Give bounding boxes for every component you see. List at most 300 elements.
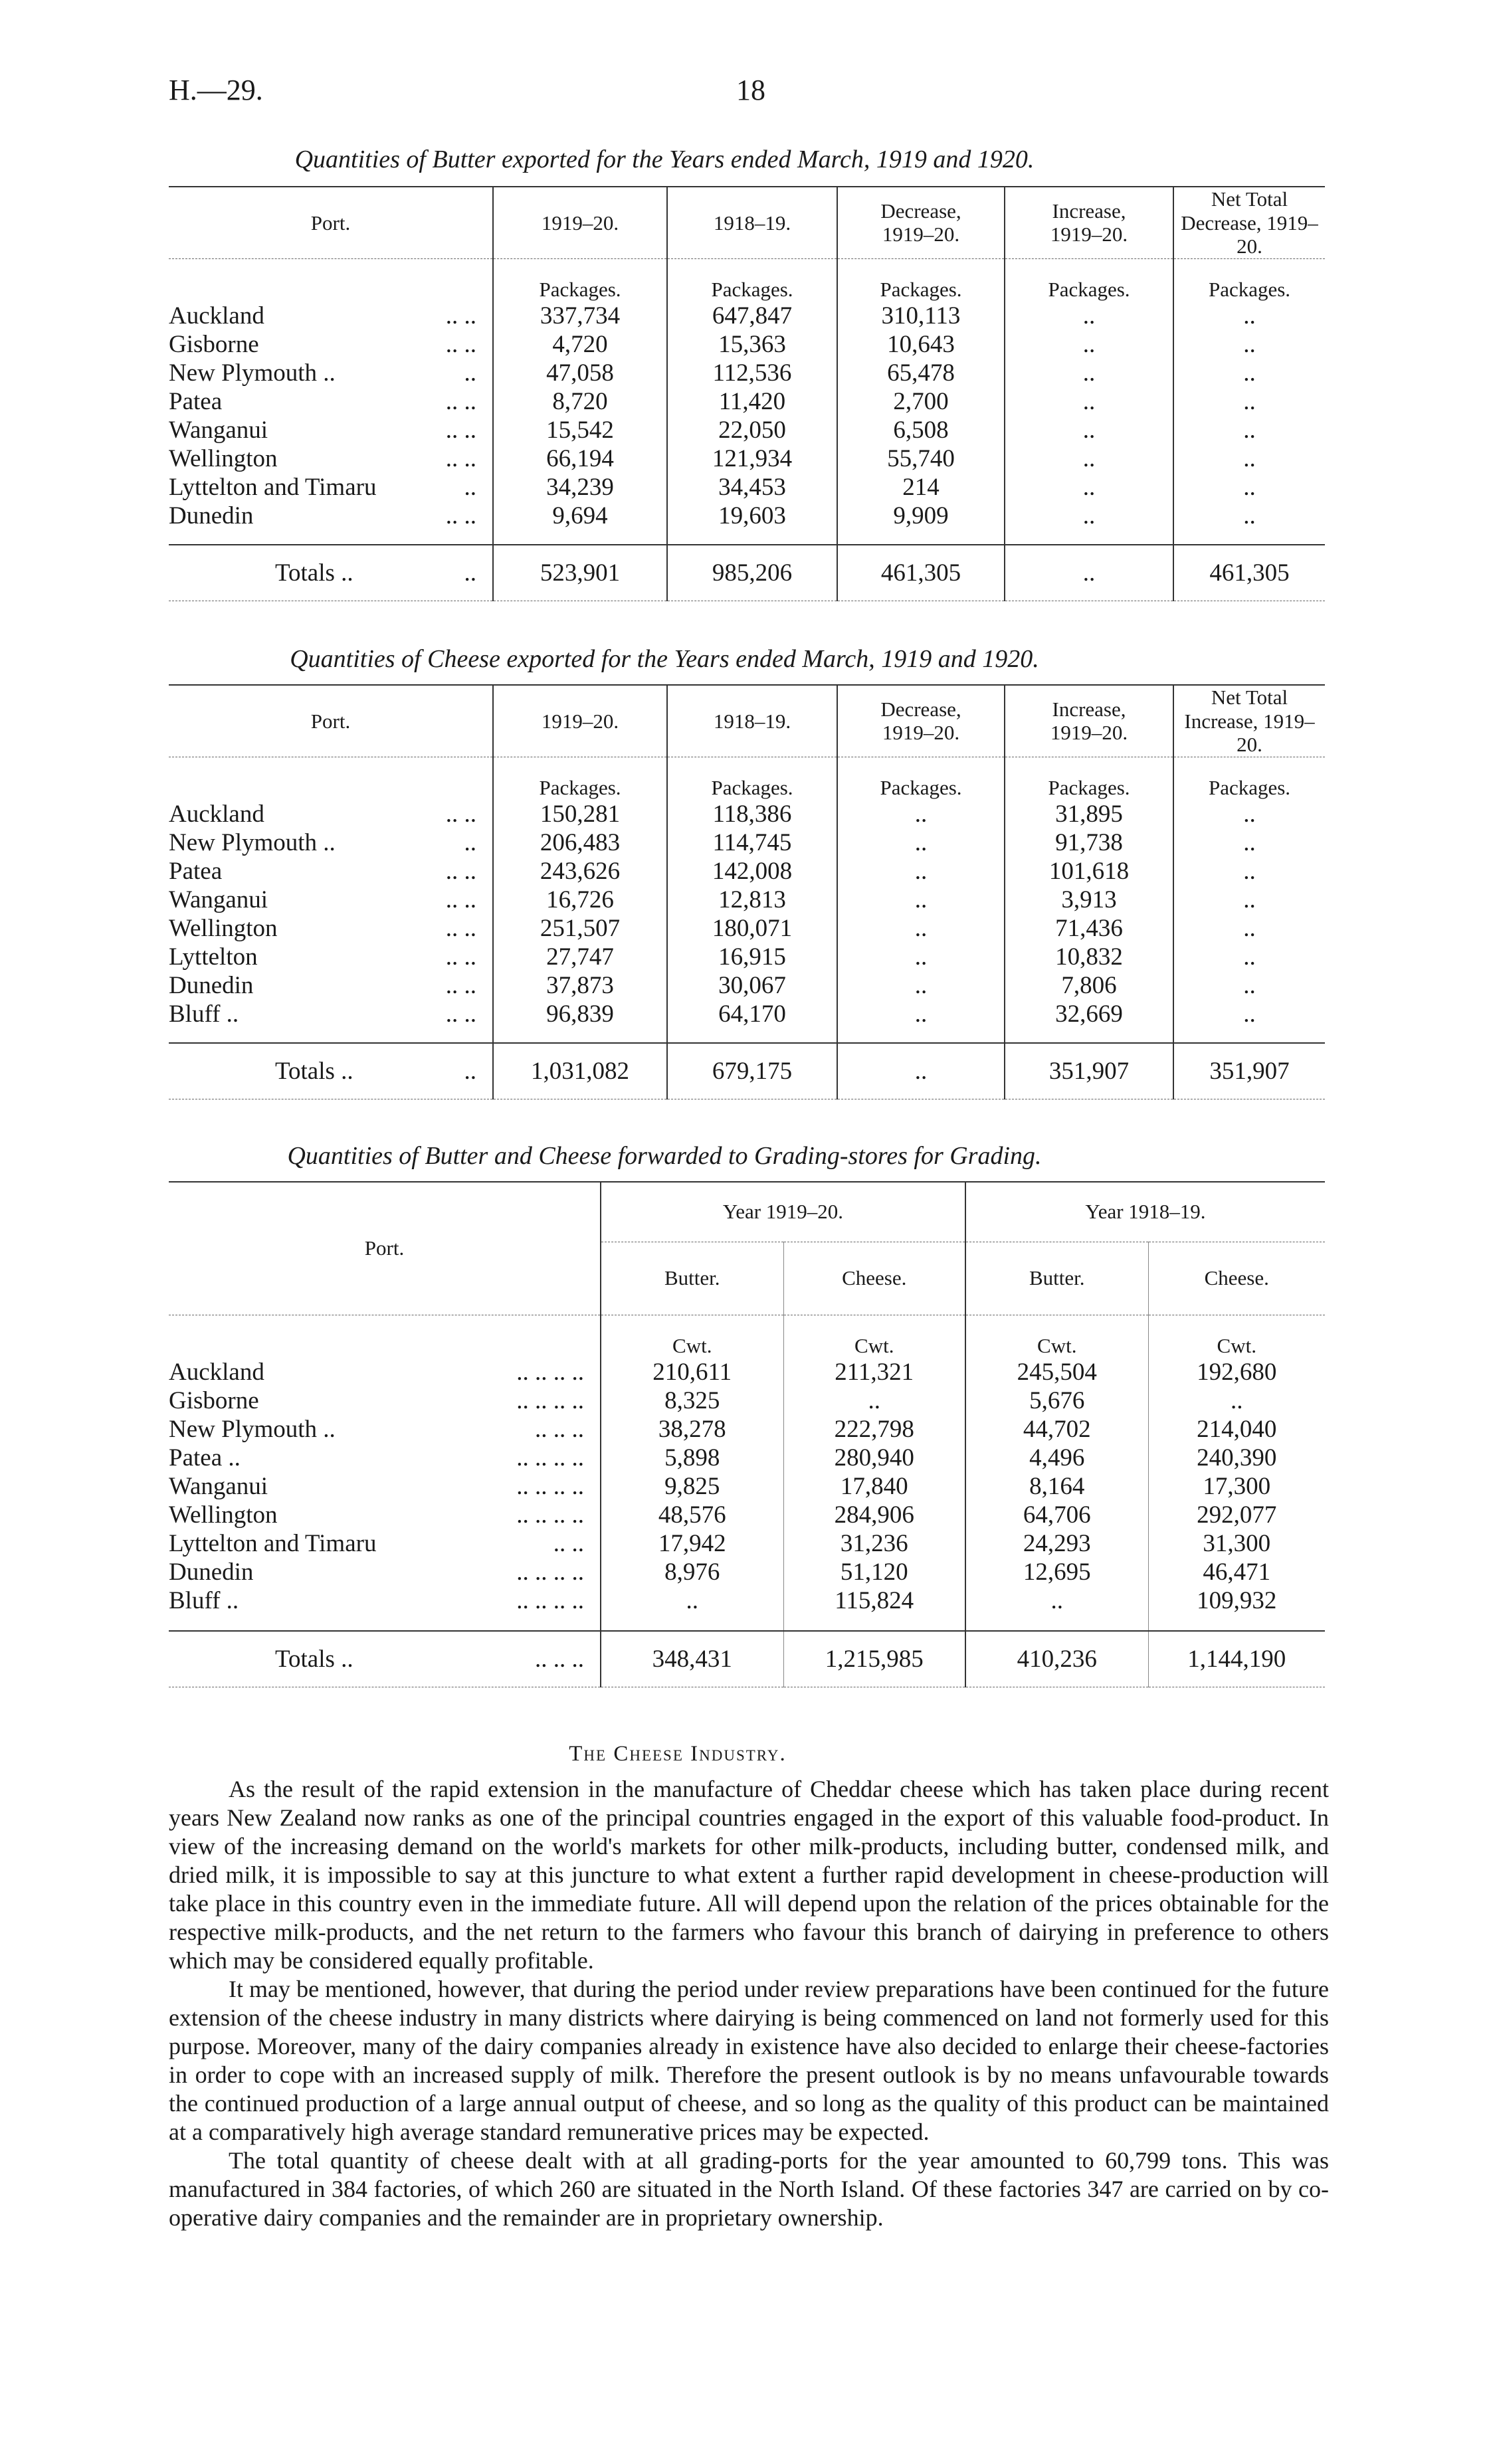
value-cell: .. <box>1173 800 1325 828</box>
unit-label: Packages. <box>1005 757 1173 800</box>
value-cell: .. <box>1005 387 1173 416</box>
value-cell: .. <box>1005 330 1173 359</box>
value-cell: 44,702 <box>965 1415 1148 1444</box>
leader-dots: .. .. .. <box>535 1645 584 1673</box>
value-cell: 55,740 <box>837 444 1005 473</box>
section-body <box>169 1775 1329 2232</box>
value-cell: 142,008 <box>667 857 837 886</box>
value-cell: 64,706 <box>965 1501 1148 1529</box>
value-cell: 206,483 <box>493 828 667 857</box>
port-cell <box>169 1529 601 1558</box>
column-header: 1919–20. <box>493 685 667 757</box>
value-cell: 48,576 <box>601 1501 783 1529</box>
value-cell: 51,120 <box>783 1558 965 1586</box>
value-cell: .. <box>1173 359 1325 387</box>
leader-dots: .. <box>464 473 476 501</box>
leader-dots: .. .. .. .. <box>516 1444 584 1471</box>
value-cell: 101,618 <box>1005 857 1173 886</box>
port-name: Wellington <box>169 914 278 942</box>
value-cell: 16,726 <box>493 886 667 914</box>
table-row <box>169 1501 1325 1529</box>
table-row <box>169 1558 1325 1586</box>
leader-dots: .. .. <box>445 914 476 942</box>
port-name: Dunedin <box>169 502 254 529</box>
value-cell: 118,386 <box>667 800 837 828</box>
units-spacer <box>169 258 493 302</box>
port-name: Auckland <box>169 800 264 828</box>
port-cell <box>169 502 493 530</box>
value-cell: .. <box>837 828 1005 857</box>
leader-dots: .. .. <box>445 416 476 444</box>
value-cell: 6,508 <box>837 416 1005 444</box>
value-cell: .. <box>1173 914 1325 943</box>
value-cell: .. <box>1005 502 1173 530</box>
port-cell <box>169 800 493 828</box>
leader-dots: .. .. .. .. <box>516 1501 584 1529</box>
column-header: Butter. <box>601 1242 783 1315</box>
port-cell <box>169 444 493 473</box>
value-cell: 4,496 <box>965 1444 1148 1472</box>
port-name: Gisborne <box>169 330 259 358</box>
value-cell: .. <box>1173 857 1325 886</box>
value-cell: 2,700 <box>837 387 1005 416</box>
totals-label-cell <box>169 545 493 601</box>
spacer-cell <box>1173 530 1325 545</box>
value-cell: .. <box>837 914 1005 943</box>
port-cell <box>169 857 493 886</box>
column-header: Butter. <box>965 1242 1148 1315</box>
total-cell: 1,215,985 <box>783 1631 965 1687</box>
value-cell: 4,720 <box>493 330 667 359</box>
value-cell: 66,194 <box>493 444 667 473</box>
column-header: 1919–20. <box>493 187 667 258</box>
column-header: Cheese. <box>1148 1242 1325 1315</box>
spacer-cell <box>1173 1028 1325 1043</box>
value-cell: .. <box>1173 1000 1325 1028</box>
table-header-row <box>169 685 1325 757</box>
value-cell: .. <box>837 800 1005 828</box>
value-cell: .. <box>1173 387 1325 416</box>
value-cell: 96,839 <box>493 1000 667 1028</box>
spacer-cell <box>1148 1615 1325 1631</box>
value-cell: .. <box>837 1000 1005 1028</box>
page-number: 18 <box>736 74 765 106</box>
units-row <box>169 258 1325 302</box>
totals-row <box>169 1043 1325 1099</box>
table-header-row <box>169 1182 1325 1242</box>
value-cell: 19,603 <box>667 502 837 530</box>
totals-label: Totals .. <box>275 1645 353 1673</box>
value-cell: 150,281 <box>493 800 667 828</box>
value-cell: 8,325 <box>601 1386 783 1415</box>
unit-label: Cwt. <box>1148 1315 1325 1358</box>
port-cell <box>169 387 493 416</box>
leader-dots: .. .. .. .. <box>516 1358 584 1386</box>
unit-label: Packages. <box>1173 258 1325 302</box>
table-row <box>169 1386 1325 1415</box>
value-cell: 31,236 <box>783 1529 965 1558</box>
unit-label: Cwt. <box>783 1315 965 1358</box>
unit-label: Packages. <box>667 757 837 800</box>
value-cell: 11,420 <box>667 387 837 416</box>
table-row <box>169 330 1325 359</box>
value-cell: .. <box>1005 416 1173 444</box>
value-cell: 16,915 <box>667 943 837 971</box>
total-cell: 1,144,190 <box>1148 1631 1325 1687</box>
unit-label: Packages. <box>493 757 667 800</box>
port-cell <box>169 886 493 914</box>
value-cell: .. <box>1173 444 1325 473</box>
totals-label: Totals .. <box>275 1057 353 1085</box>
value-cell: 5,898 <box>601 1444 783 1472</box>
leader-dots: .. <box>464 828 476 856</box>
table-row <box>169 1358 1325 1386</box>
spacer-cell <box>667 1028 837 1043</box>
spacer-cell <box>1005 1028 1173 1043</box>
value-cell: 245,504 <box>965 1358 1148 1386</box>
value-cell: .. <box>1173 943 1325 971</box>
table-row <box>169 1586 1325 1615</box>
value-cell: 180,071 <box>667 914 837 943</box>
value-cell: 284,906 <box>783 1501 965 1529</box>
total-cell: 679,175 <box>667 1043 837 1099</box>
spacer-row <box>169 1615 1325 1631</box>
paragraph: As the result of the rapid extension in the manufacture of Cheddar cheese which has taken place during recent years New Zealand now ranks as one of the principal countries engaged in the export of this valuable food-product. In view of the increasing demand on the world's markets for other milk-products, including butter, condensed milk, and dried milk, it is impossible to say at this juncture to what extent a further rapid development in cheese-production will take place in this country even in the immediate future. All will depend upon the relation of the prices obtainable for the respective milk-products, and the net return to the farmers who favour this branch of dairying in preference to others which may be considered equally profitable. <box>169 1776 1329 1974</box>
value-cell: 91,738 <box>1005 828 1173 857</box>
port-name: New Plymouth .. <box>169 828 336 856</box>
unit-label: Cwt. <box>965 1315 1148 1358</box>
total-cell: 351,907 <box>1005 1043 1173 1099</box>
value-cell: .. <box>1173 416 1325 444</box>
spacer-cell <box>1005 530 1173 545</box>
port-name: Wanganui <box>169 416 268 444</box>
total-cell: 410,236 <box>965 1631 1148 1687</box>
value-cell: 31,300 <box>1148 1529 1325 1558</box>
port-cell <box>169 1472 601 1501</box>
port-cell <box>169 1558 601 1586</box>
totals-row <box>169 545 1325 601</box>
value-cell: 34,239 <box>493 473 667 502</box>
total-cell: 523,901 <box>493 545 667 601</box>
port-cell <box>169 302 493 330</box>
leader-dots: .. .. <box>445 971 476 999</box>
spacer-cell <box>493 530 667 545</box>
value-cell: 10,832 <box>1005 943 1173 971</box>
value-cell: 222,798 <box>783 1415 965 1444</box>
cheese-export-table <box>169 684 1325 1099</box>
butter-table-caption: Quantities of Butter exported for the Years ended March, 1919 and 1920. <box>294 145 1035 173</box>
table-row <box>169 1415 1325 1444</box>
table-row <box>169 387 1325 416</box>
column-header: Decrease, 1919–20. <box>837 187 1005 258</box>
table-row <box>169 1444 1325 1472</box>
totals-label: Totals .. <box>275 559 353 587</box>
spacer-cell <box>667 530 837 545</box>
port-name: Bluff .. <box>169 1000 239 1028</box>
column-header: Decrease, 1919–20. <box>837 685 1005 757</box>
unit-label: Packages. <box>1173 757 1325 800</box>
leader-dots: .. .. .. .. <box>516 1386 584 1414</box>
value-cell: .. <box>1173 502 1325 530</box>
value-cell: 310,113 <box>837 302 1005 330</box>
port-name: Patea <box>169 857 223 885</box>
port-name: Patea .. <box>169 1444 241 1471</box>
table-row <box>169 302 1325 330</box>
port-name: Wellington <box>169 1501 278 1529</box>
value-cell: 240,390 <box>1148 1444 1325 1472</box>
value-cell: 292,077 <box>1148 1501 1325 1529</box>
value-cell: 280,940 <box>783 1444 965 1472</box>
value-cell: 12,813 <box>667 886 837 914</box>
column-header: 1918–19. <box>667 187 837 258</box>
value-cell: 71,436 <box>1005 914 1173 943</box>
port-name: New Plymouth .. <box>169 1415 336 1443</box>
value-cell: 64,170 <box>667 1000 837 1028</box>
port-name: Wellington <box>169 444 278 472</box>
value-cell: 30,067 <box>667 971 837 1000</box>
value-cell: 17,300 <box>1148 1472 1325 1501</box>
value-cell: 15,542 <box>493 416 667 444</box>
value-cell: .. <box>1173 828 1325 857</box>
table-row <box>169 857 1325 886</box>
port-cell <box>169 1386 601 1415</box>
table-row <box>169 971 1325 1000</box>
table-header-row <box>169 187 1325 258</box>
value-cell: 9,694 <box>493 502 667 530</box>
port-cell <box>169 473 493 502</box>
leader-dots: .. .. <box>445 886 476 913</box>
value-cell: 10,643 <box>837 330 1005 359</box>
year-header: Year 1918–19. <box>965 1182 1325 1242</box>
value-cell: 22,050 <box>667 416 837 444</box>
value-cell: 112,536 <box>667 359 837 387</box>
spacer-cell <box>493 1028 667 1043</box>
total-cell: .. <box>837 1043 1005 1099</box>
value-cell: 65,478 <box>837 359 1005 387</box>
port-name: Wanganui <box>169 1472 268 1500</box>
value-cell: 31,895 <box>1005 800 1173 828</box>
port-name: Lyttelton and Timaru <box>169 473 377 501</box>
port-cell <box>169 828 493 857</box>
grading-stores-table <box>169 1181 1325 1687</box>
column-header: Port. <box>364 1236 405 1260</box>
spacer-cell <box>169 1028 493 1043</box>
year-header: Year 1919–20. <box>601 1182 965 1242</box>
spacer-cell <box>837 530 1005 545</box>
port-name: Bluff .. <box>169 1586 239 1614</box>
total-cell: 461,305 <box>837 545 1005 601</box>
leader-dots: .. .. <box>445 330 476 358</box>
port-cell <box>169 943 493 971</box>
table-row <box>169 886 1325 914</box>
value-cell: 5,676 <box>965 1386 1148 1415</box>
value-cell: 34,453 <box>667 473 837 502</box>
port-cell <box>169 1501 601 1529</box>
value-cell: .. <box>1173 473 1325 502</box>
value-cell: 251,507 <box>493 914 667 943</box>
spacer-cell <box>837 1028 1005 1043</box>
value-cell: .. <box>1148 1386 1325 1415</box>
value-cell: 114,745 <box>667 828 837 857</box>
port-name: Patea <box>169 387 223 415</box>
port-name: Dunedin <box>169 971 254 999</box>
leader-dots: .. .. <box>445 302 476 330</box>
leader-dots: .. .. <box>445 857 476 885</box>
table-row <box>169 1000 1325 1028</box>
port-cell <box>169 359 493 387</box>
table-row <box>169 502 1325 530</box>
value-cell: 647,847 <box>667 302 837 330</box>
port-name: Lyttelton and Timaru <box>169 1529 377 1557</box>
leader-dots: .. .. .. <box>535 1415 584 1443</box>
value-cell: 210,611 <box>601 1358 783 1386</box>
spacer-cell <box>965 1615 1148 1631</box>
value-cell: .. <box>837 971 1005 1000</box>
value-cell: .. <box>1173 330 1325 359</box>
table-row <box>169 914 1325 943</box>
value-cell: .. <box>1005 302 1173 330</box>
paragraph: It may be mentioned, however, that during the period under review preparations have been continued for the future extension of the cheese industry in many districts where dairying is being commenced on land not formerly used for this purpose. Moreover, many of the dairy companies already in existence have also decided to enlarge their cheese-factories in order to cope with an increased supply of milk. Therefore the present outlook is by no means unfavourable towards the continued production of a large annual output of cheese, and so long as the quality of this product can be maintained at a comparatively high average standard remunerative prices may be expected. <box>169 1976 1329 2145</box>
value-cell: 121,934 <box>667 444 837 473</box>
value-cell: .. <box>837 857 1005 886</box>
value-cell: 243,626 <box>493 857 667 886</box>
leader-dots: .. .. .. .. <box>516 1558 584 1586</box>
value-cell: 32,669 <box>1005 1000 1173 1028</box>
value-cell: 109,932 <box>1148 1586 1325 1615</box>
value-cell: 17,840 <box>783 1472 965 1501</box>
total-cell: 985,206 <box>667 545 837 601</box>
value-cell: 8,164 <box>965 1472 1148 1501</box>
value-cell: 15,363 <box>667 330 837 359</box>
value-cell: 3,913 <box>1005 886 1173 914</box>
total-cell: 348,431 <box>601 1631 783 1687</box>
butter-export-table <box>169 186 1325 601</box>
units-row <box>169 1315 1325 1358</box>
value-cell: .. <box>1173 302 1325 330</box>
total-cell: .. <box>1005 545 1173 601</box>
value-cell: .. <box>783 1386 965 1415</box>
column-header: Cheese. <box>783 1242 965 1315</box>
port-name: Gisborne <box>169 1386 259 1414</box>
table-row <box>169 1472 1325 1501</box>
leader-dots: .. <box>464 1057 476 1085</box>
unit-label: Packages. <box>837 258 1005 302</box>
table-row <box>169 416 1325 444</box>
leader-dots: .. .. <box>553 1529 584 1557</box>
units-row <box>169 757 1325 800</box>
column-header: Port. <box>310 211 351 235</box>
value-cell: 24,293 <box>965 1529 1148 1558</box>
column-header: Increase, 1919–20. <box>1005 187 1173 258</box>
port-cell <box>169 1358 601 1386</box>
totals-label-cell <box>169 1043 493 1099</box>
value-cell: 27,747 <box>493 943 667 971</box>
spacer-cell <box>169 530 493 545</box>
column-header: Port. <box>310 709 351 733</box>
port-cell <box>169 971 493 1000</box>
port-cell <box>169 1415 601 1444</box>
value-cell: 9,909 <box>837 502 1005 530</box>
port-cell <box>169 1000 493 1028</box>
unit-label: Packages. <box>493 258 667 302</box>
value-cell: .. <box>837 943 1005 971</box>
totals-row <box>169 1631 1325 1687</box>
table-row <box>169 444 1325 473</box>
section-title: The Cheese Industry. <box>569 1742 787 1766</box>
value-cell: 37,873 <box>493 971 667 1000</box>
leader-dots: .. .. <box>445 444 476 472</box>
leader-dots: .. .. .. .. <box>516 1586 584 1614</box>
value-cell: 192,680 <box>1148 1358 1325 1386</box>
port-name: New Plymouth .. <box>169 359 336 387</box>
port-cell <box>169 1444 601 1472</box>
table-row <box>169 943 1325 971</box>
value-cell: .. <box>965 1586 1148 1615</box>
unit-label: Packages. <box>667 258 837 302</box>
column-header: Increase, 1919–20. <box>1005 685 1173 757</box>
report-reference: H.—29. <box>169 74 263 106</box>
value-cell: .. <box>837 886 1005 914</box>
spacer-row <box>169 1028 1325 1043</box>
value-cell: 9,825 <box>601 1472 783 1501</box>
leader-dots: .. <box>464 559 476 587</box>
value-cell: 115,824 <box>783 1586 965 1615</box>
unit-label: Packages. <box>837 757 1005 800</box>
spacer-cell <box>601 1615 783 1631</box>
column-header: Net Total Decrease, 1919–20. <box>1173 187 1325 258</box>
leader-dots: .. <box>464 359 476 387</box>
table-row <box>169 828 1325 857</box>
port-cell <box>169 914 493 943</box>
total-cell: 461,305 <box>1173 545 1325 601</box>
leader-dots: .. .. <box>445 1000 476 1028</box>
leader-dots: .. .. <box>445 502 476 529</box>
total-cell: 351,907 <box>1173 1043 1325 1099</box>
port-name: Wanganui <box>169 886 268 913</box>
value-cell: .. <box>1005 444 1173 473</box>
value-cell: 214 <box>837 473 1005 502</box>
value-cell: 8,720 <box>493 387 667 416</box>
spacer-row <box>169 530 1325 545</box>
port-cell <box>169 1586 601 1615</box>
port-name: Auckland <box>169 302 264 330</box>
units-spacer <box>169 1315 601 1358</box>
value-cell: 7,806 <box>1005 971 1173 1000</box>
unit-label: Cwt. <box>601 1315 783 1358</box>
leader-dots: .. .. <box>445 943 476 971</box>
value-cell: 46,471 <box>1148 1558 1325 1586</box>
value-cell: .. <box>1005 359 1173 387</box>
table-row <box>169 359 1325 387</box>
port-name: Dunedin <box>169 1558 254 1586</box>
value-cell: 214,040 <box>1148 1415 1325 1444</box>
port-name: Auckland <box>169 1358 264 1386</box>
value-cell: 12,695 <box>965 1558 1148 1586</box>
port-cell <box>169 330 493 359</box>
grading-table-caption: Quantities of Butter and Cheese forwarded to Grading-stores for Grading. <box>287 1142 1042 1170</box>
value-cell: 47,058 <box>493 359 667 387</box>
value-cell: 8,976 <box>601 1558 783 1586</box>
units-spacer <box>169 757 493 800</box>
value-cell: 38,278 <box>601 1415 783 1444</box>
unit-label: Packages. <box>1005 258 1173 302</box>
totals-label-cell <box>169 1631 601 1687</box>
column-header: 1918–19. <box>667 685 837 757</box>
value-cell: .. <box>1173 886 1325 914</box>
paragraph: The total quantity of cheese dealt with at all grading-ports for the year amounted to 60,799 tons. This was manufactured in 384 factories, of which 260 are situated in the North Island. Of these factories 347 are carried on by co-operative dairy companies and the remainder are in proprietary ownership. <box>169 2147 1329 2231</box>
spacer-cell <box>783 1615 965 1631</box>
table-row <box>169 800 1325 828</box>
